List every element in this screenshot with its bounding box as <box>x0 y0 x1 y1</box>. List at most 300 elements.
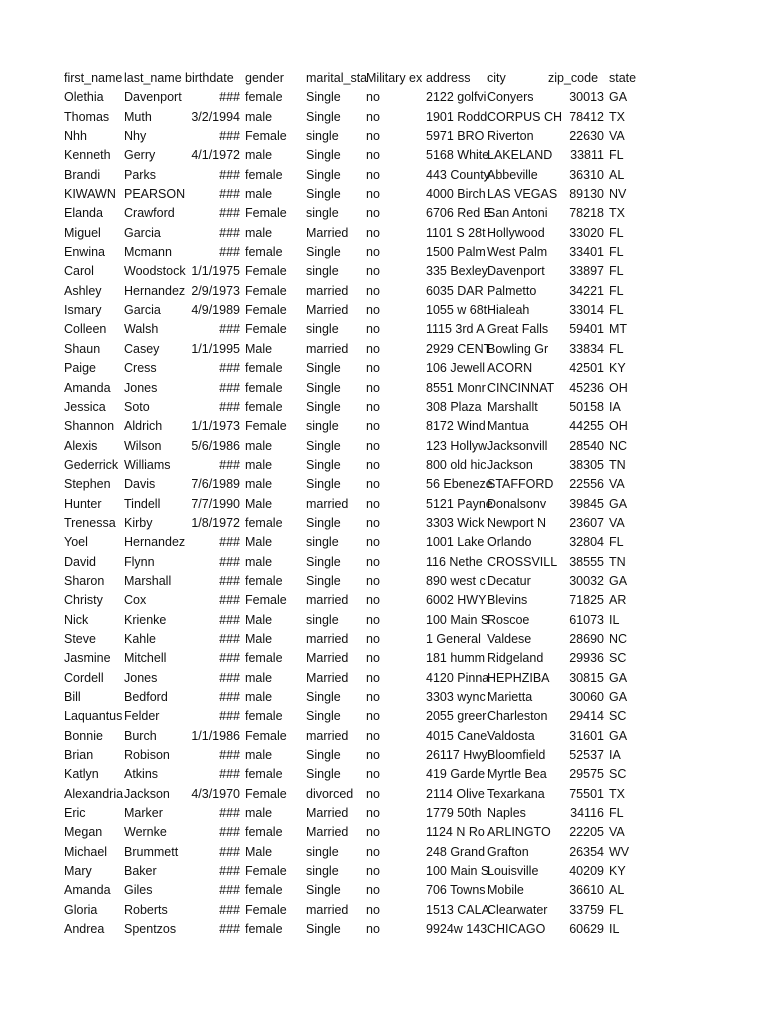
cell-military[interactable]: no <box>366 922 380 937</box>
cell-first-name[interactable]: Enwina <box>64 245 105 260</box>
cell-zip-code[interactable]: 30815 <box>569 670 604 685</box>
cell-military[interactable]: no <box>366 419 380 434</box>
cell-state[interactable]: FL <box>609 806 624 821</box>
cell-state[interactable]: WV <box>609 844 630 859</box>
cell-marital-status[interactable]: Single <box>306 187 341 202</box>
cell-military[interactable]: no <box>366 303 380 318</box>
cell-state[interactable]: TX <box>609 786 625 801</box>
cell-zip-code[interactable]: 34116 <box>570 806 604 821</box>
cell-gender[interactable]: Female <box>245 303 287 318</box>
cell-gender[interactable]: female <box>245 515 283 530</box>
cell-marital-status[interactable]: Married <box>306 825 349 840</box>
cell-first-name[interactable]: Thomas <box>64 109 110 124</box>
cell-gender[interactable]: Male <box>245 496 273 511</box>
cell-gender[interactable]: Female <box>245 129 287 144</box>
cell-zip-code[interactable]: 28690 <box>569 631 604 646</box>
cell-gender[interactable]: female <box>245 167 283 182</box>
cell-first-name[interactable]: Amanda <box>64 883 111 898</box>
cell-marital-status[interactable]: single <box>306 419 339 434</box>
cell-state[interactable]: IA <box>609 748 621 763</box>
header-birthdate[interactable]: birthdate <box>185 71 234 85</box>
cell-zip-code[interactable]: 38305 <box>569 457 604 472</box>
cell-city[interactable]: Great Falls <box>487 322 549 337</box>
cell-birthdate[interactable]: ### <box>219 767 240 782</box>
cell-gender[interactable]: male <box>245 148 273 163</box>
cell-birthdate[interactable]: ### <box>219 651 240 666</box>
cell-city[interactable]: CORPUS CH <box>487 109 563 124</box>
cell-city[interactable]: Riverton <box>487 129 534 144</box>
cell-city[interactable]: LAKELAND <box>487 148 553 163</box>
cell-marital-status[interactable]: Single <box>306 767 341 782</box>
cell-gender[interactable]: female <box>245 361 283 376</box>
cell-gender[interactable]: Male <box>245 535 273 550</box>
cell-marital-status[interactable]: Single <box>306 109 341 124</box>
cell-gender[interactable]: Male <box>245 612 273 627</box>
cell-military[interactable]: no <box>366 883 380 898</box>
cell-address[interactable]: 4000 Birch <box>426 187 486 202</box>
cell-city[interactable]: Davenport <box>487 264 545 279</box>
cell-state[interactable]: OH <box>609 419 628 434</box>
cell-birthdate[interactable]: ### <box>219 399 240 414</box>
cell-zip-code[interactable]: 29936 <box>569 651 604 666</box>
cell-military[interactable]: no <box>366 206 380 221</box>
cell-last-name[interactable]: Wernke <box>124 825 167 840</box>
cell-address[interactable]: 1001 Lake <box>426 535 485 550</box>
cell-military[interactable]: no <box>366 670 380 685</box>
cell-address[interactable]: 181 humm <box>426 651 486 666</box>
cell-last-name[interactable]: Crawford <box>124 206 175 221</box>
cell-gender[interactable]: female <box>245 709 283 724</box>
cell-address[interactable]: 100 Main S <box>426 864 490 879</box>
cell-birthdate[interactable]: ### <box>219 902 240 917</box>
cell-birthdate[interactable]: ### <box>219 535 240 550</box>
cell-gender[interactable]: Female <box>245 264 287 279</box>
cell-birthdate[interactable]: 4/1/1972 <box>191 148 240 163</box>
cell-city[interactable]: Valdese <box>487 631 532 646</box>
cell-address[interactable]: 8551 Monr <box>426 380 486 395</box>
cell-last-name[interactable]: Burch <box>124 728 157 743</box>
cell-zip-code[interactable]: 32804 <box>569 535 604 550</box>
cell-marital-status[interactable]: Married <box>306 225 349 240</box>
cell-first-name[interactable]: Shannon <box>64 419 115 434</box>
cell-military[interactable]: no <box>366 148 380 163</box>
cell-marital-status[interactable]: married <box>306 631 349 646</box>
cell-city[interactable]: Clearwater <box>487 902 548 917</box>
cell-military[interactable]: no <box>366 187 380 202</box>
cell-military[interactable]: no <box>366 129 380 144</box>
cell-city[interactable]: CROSSVILL <box>487 554 558 569</box>
cell-birthdate[interactable]: 4/3/1970 <box>191 786 240 801</box>
cell-gender[interactable]: Female <box>245 206 287 221</box>
cell-first-name[interactable]: Steve <box>64 631 96 646</box>
cell-gender[interactable]: Male <box>245 631 273 646</box>
header-marital-status[interactable]: marital_sta <box>306 71 368 85</box>
cell-birthdate[interactable]: ### <box>219 322 240 337</box>
cell-address[interactable]: 308 Plaza <box>426 399 482 414</box>
cell-first-name[interactable]: Alexandria <box>64 786 124 801</box>
cell-last-name[interactable]: Davis <box>124 477 156 492</box>
cell-zip-code[interactable]: 33811 <box>570 148 604 163</box>
cell-last-name[interactable]: Baker <box>124 864 157 879</box>
cell-city[interactable]: Newport N <box>487 515 547 530</box>
cell-military[interactable]: no <box>366 786 380 801</box>
cell-marital-status[interactable]: Single <box>306 477 341 492</box>
cell-gender[interactable]: Female <box>245 864 287 879</box>
cell-state[interactable]: GA <box>609 496 628 511</box>
cell-marital-status[interactable]: single <box>306 612 339 627</box>
cell-city[interactable]: Conyers <box>487 90 534 105</box>
cell-birthdate[interactable]: ### <box>219 631 240 646</box>
cell-marital-status[interactable]: divorced <box>306 786 354 801</box>
cell-last-name[interactable]: Wilson <box>124 438 162 453</box>
cell-gender[interactable]: Female <box>245 902 287 917</box>
cell-city[interactable]: Donalsonv <box>487 496 547 511</box>
cell-zip-code[interactable]: 33020 <box>569 225 604 240</box>
cell-birthdate[interactable]: ### <box>219 380 240 395</box>
cell-first-name[interactable]: Laquantus <box>64 709 123 724</box>
cell-birthdate[interactable]: ### <box>219 90 240 105</box>
cell-gender[interactable]: Female <box>245 283 287 298</box>
cell-last-name[interactable]: Jones <box>124 380 158 395</box>
cell-last-name[interactable]: Muth <box>124 109 152 124</box>
cell-city[interactable]: Texarkana <box>487 786 545 801</box>
cell-city[interactable]: Ridgeland <box>487 651 544 666</box>
cell-gender[interactable]: female <box>245 380 283 395</box>
cell-address[interactable]: 4120 Pinna <box>426 670 490 685</box>
cell-first-name[interactable]: David <box>64 554 96 569</box>
cell-first-name[interactable]: Gloria <box>64 902 98 917</box>
cell-last-name[interactable]: Marshall <box>124 573 172 588</box>
cell-zip-code[interactable]: 33897 <box>569 264 604 279</box>
cell-marital-status[interactable]: single <box>306 264 339 279</box>
cell-last-name[interactable]: Robison <box>124 748 170 763</box>
cell-marital-status[interactable]: Married <box>306 806 349 821</box>
cell-first-name[interactable]: Shaun <box>64 341 101 356</box>
cell-zip-code[interactable]: 30032 <box>569 573 604 588</box>
cell-gender[interactable]: female <box>245 573 283 588</box>
cell-marital-status[interactable]: married <box>306 341 349 356</box>
cell-zip-code[interactable]: 22205 <box>569 825 604 840</box>
cell-birthdate[interactable]: ### <box>219 573 240 588</box>
cell-last-name[interactable]: Felder <box>124 709 160 724</box>
cell-zip-code[interactable]: 60629 <box>569 922 604 937</box>
cell-military[interactable]: no <box>366 515 380 530</box>
cell-zip-code[interactable]: 30013 <box>569 90 604 105</box>
cell-marital-status[interactable]: single <box>306 864 339 879</box>
cell-gender[interactable]: Female <box>245 728 287 743</box>
cell-first-name[interactable]: Nhh <box>64 129 87 144</box>
cell-gender[interactable]: Female <box>245 786 287 801</box>
cell-zip-code[interactable]: 42501 <box>569 361 604 376</box>
cell-last-name[interactable]: Kirby <box>124 515 153 530</box>
cell-birthdate[interactable]: 3/2/1994 <box>191 109 240 124</box>
cell-address[interactable]: 26117 Hwy <box>426 748 488 763</box>
cell-first-name[interactable]: Brian <box>64 748 94 763</box>
cell-state[interactable]: GA <box>609 690 628 704</box>
cell-first-name[interactable]: Eric <box>64 806 86 821</box>
cell-state[interactable]: TN <box>609 554 626 569</box>
cell-state[interactable]: FL <box>609 245 624 260</box>
cell-birthdate[interactable]: ### <box>219 748 240 763</box>
cell-birthdate[interactable]: 5/6/1986 <box>191 438 240 453</box>
cell-first-name[interactable]: Hunter <box>64 496 102 511</box>
cell-marital-status[interactable]: married <box>306 496 349 511</box>
cell-marital-status[interactable]: Single <box>306 457 341 472</box>
cell-state[interactable]: MT <box>609 322 628 337</box>
cell-state[interactable]: VA <box>609 129 625 144</box>
cell-state[interactable]: IL <box>609 922 620 937</box>
cell-city[interactable]: Jacksonvill <box>487 438 548 453</box>
cell-birthdate[interactable]: ### <box>219 612 240 627</box>
cell-city[interactable]: Myrtle Bea <box>487 767 547 782</box>
cell-zip-code[interactable]: 31601 <box>569 728 604 743</box>
cell-military[interactable]: no <box>366 361 380 376</box>
cell-gender[interactable]: male <box>245 438 273 453</box>
cell-birthdate[interactable]: 1/1/1973 <box>191 419 240 434</box>
cell-zip-code[interactable]: 50158 <box>569 399 604 414</box>
cell-gender[interactable]: female <box>245 825 283 840</box>
cell-last-name[interactable]: Jones <box>124 670 158 685</box>
cell-last-name[interactable]: Bedford <box>124 690 168 704</box>
cell-birthdate[interactable]: ### <box>219 709 240 724</box>
cell-military[interactable]: no <box>366 90 380 105</box>
cell-first-name[interactable]: Katlyn <box>64 767 99 782</box>
cell-zip-code[interactable]: 29414 <box>569 709 604 724</box>
cell-marital-status[interactable]: Single <box>306 245 341 260</box>
cell-address[interactable]: 106 Jewell <box>426 361 486 376</box>
cell-military[interactable]: no <box>366 535 380 550</box>
cell-last-name[interactable]: Spentzos <box>124 922 177 937</box>
cell-marital-status[interactable]: Single <box>306 148 341 163</box>
cell-marital-status[interactable]: single <box>306 129 339 144</box>
cell-address[interactable]: 6706 Red E <box>426 206 493 221</box>
cell-marital-status[interactable]: Single <box>306 554 341 569</box>
cell-zip-code[interactable]: 75501 <box>569 786 604 801</box>
cell-first-name[interactable]: Jessica <box>64 399 106 414</box>
cell-military[interactable]: no <box>366 825 380 840</box>
cell-city[interactable]: Bowling Gr <box>487 341 549 356</box>
cell-city[interactable]: Orlando <box>487 535 532 550</box>
cell-birthdate[interactable]: ### <box>219 806 240 821</box>
cell-first-name[interactable]: Paige <box>64 361 96 376</box>
cell-address[interactable]: 5971 BRO <box>426 129 485 144</box>
cell-gender[interactable]: male <box>245 748 273 763</box>
cell-last-name[interactable]: Cox <box>124 593 147 608</box>
cell-birthdate[interactable]: ### <box>219 361 240 376</box>
cell-zip-code[interactable]: 30060 <box>569 690 604 704</box>
cell-gender[interactable]: female <box>245 90 283 105</box>
cell-state[interactable]: FL <box>609 264 624 279</box>
header-address[interactable]: address <box>426 71 471 85</box>
cell-birthdate[interactable]: ### <box>219 593 240 608</box>
cell-address[interactable]: 335 Bexley <box>426 264 488 279</box>
cell-birthdate[interactable]: ### <box>219 129 240 144</box>
cell-last-name[interactable]: Casey <box>124 341 160 356</box>
cell-city[interactable]: Naples <box>487 806 526 821</box>
cell-city[interactable]: Mantua <box>487 419 529 434</box>
cell-last-name[interactable]: Woodstock <box>124 264 186 279</box>
cell-zip-code[interactable]: 33759 <box>569 902 604 917</box>
cell-military[interactable]: no <box>366 593 380 608</box>
cell-gender[interactable]: Female <box>245 419 287 434</box>
cell-zip-code[interactable]: 34221 <box>569 283 604 298</box>
cell-address[interactable]: 3303 Wick <box>426 515 485 530</box>
cell-state[interactable]: VA <box>609 515 625 530</box>
cell-birthdate[interactable]: ### <box>219 245 240 260</box>
cell-zip-code[interactable]: 40209 <box>569 864 604 879</box>
cell-last-name[interactable]: Atkins <box>124 767 159 782</box>
cell-gender[interactable]: male <box>245 806 273 821</box>
cell-address[interactable]: 116 Nethe <box>426 554 483 569</box>
cell-gender[interactable]: female <box>245 883 283 898</box>
cell-military[interactable]: no <box>366 709 380 724</box>
cell-state[interactable]: TX <box>609 109 625 124</box>
cell-marital-status[interactable]: Single <box>306 690 341 704</box>
cell-state[interactable]: KY <box>609 361 626 376</box>
cell-military[interactable]: no <box>366 728 380 743</box>
cell-city[interactable]: CINCINNAT <box>487 380 555 395</box>
cell-city[interactable]: Marshallt <box>487 399 538 414</box>
cell-city[interactable]: LAS VEGAS <box>487 187 558 202</box>
cell-zip-code[interactable]: 39845 <box>569 496 604 511</box>
cell-last-name[interactable]: Jackson <box>124 786 170 801</box>
cell-state[interactable]: VA <box>609 825 625 840</box>
cell-first-name[interactable]: Carol <box>64 264 94 279</box>
cell-first-name[interactable]: Michael <box>64 844 108 859</box>
cell-birthdate[interactable]: 7/7/1990 <box>191 496 240 511</box>
cell-military[interactable]: no <box>366 690 380 704</box>
cell-marital-status[interactable]: Single <box>306 380 341 395</box>
cell-last-name[interactable]: Davenport <box>124 90 182 105</box>
cell-last-name[interactable]: Flynn <box>124 554 155 569</box>
cell-state[interactable]: KY <box>609 864 626 879</box>
cell-last-name[interactable]: Williams <box>124 457 171 472</box>
cell-first-name[interactable]: Elanda <box>64 206 103 221</box>
cell-city[interactable]: Mobile <box>487 883 524 898</box>
cell-marital-status[interactable]: married <box>306 283 349 298</box>
cell-city[interactable]: Hialeah <box>487 303 530 318</box>
cell-state[interactable]: NC <box>609 631 628 646</box>
cell-state[interactable]: VA <box>609 477 625 492</box>
cell-birthdate[interactable]: ### <box>219 825 240 840</box>
cell-address[interactable]: 56 Ebeneze <box>426 477 493 492</box>
cell-address[interactable]: 1901 Rodd <box>426 109 488 124</box>
cell-address[interactable]: 2929 CENT <box>426 341 492 356</box>
cell-military[interactable]: no <box>366 380 380 395</box>
cell-first-name[interactable]: Sharon <box>64 573 105 588</box>
cell-zip-code[interactable]: 61073 <box>569 612 604 627</box>
cell-gender[interactable]: male <box>245 109 273 124</box>
cell-state[interactable]: FL <box>609 303 624 318</box>
cell-military[interactable]: no <box>366 864 380 879</box>
cell-address[interactable]: 248 Grand <box>426 844 486 859</box>
cell-city[interactable]: Jackson <box>487 457 533 472</box>
cell-first-name[interactable]: Colleen <box>64 322 107 337</box>
cell-zip-code[interactable]: 78218 <box>569 206 604 221</box>
cell-first-name[interactable]: Bonnie <box>64 728 103 743</box>
cell-gender[interactable]: female <box>245 922 283 937</box>
cell-address[interactable]: 1500 Palm <box>426 245 486 260</box>
cell-birthdate[interactable]: ### <box>219 457 240 472</box>
cell-last-name[interactable]: Krienke <box>124 612 167 627</box>
cell-military[interactable]: no <box>366 438 380 453</box>
cell-last-name[interactable]: Hernandez <box>124 283 186 298</box>
cell-first-name[interactable]: Trenessa <box>64 515 116 530</box>
cell-birthdate[interactable]: 4/9/1989 <box>191 303 240 318</box>
cell-marital-status[interactable]: Single <box>306 709 341 724</box>
cell-address[interactable]: 1055 w 68t <box>426 303 488 318</box>
cell-address[interactable]: 2122 golfvi <box>426 90 487 105</box>
cell-birthdate[interactable]: ### <box>219 225 240 240</box>
cell-last-name[interactable]: PEARSON <box>124 187 186 202</box>
cell-address[interactable]: 890 west c <box>426 573 486 588</box>
cell-military[interactable]: no <box>366 322 380 337</box>
cell-marital-status[interactable]: Married <box>306 670 349 685</box>
cell-first-name[interactable]: Amanda <box>64 380 111 395</box>
cell-zip-code[interactable]: 22630 <box>569 129 604 144</box>
cell-state[interactable]: GA <box>609 728 628 743</box>
cell-state[interactable]: FL <box>609 283 624 298</box>
cell-address[interactable]: 100 Main S <box>426 612 490 627</box>
cell-birthdate[interactable]: ### <box>219 670 240 685</box>
cell-state[interactable]: GA <box>609 670 628 685</box>
cell-military[interactable]: no <box>366 225 380 240</box>
cell-marital-status[interactable]: single <box>306 322 339 337</box>
cell-birthdate[interactable]: ### <box>219 690 240 704</box>
cell-marital-status[interactable]: single <box>306 535 339 550</box>
cell-marital-status[interactable]: Single <box>306 883 341 898</box>
cell-zip-code[interactable]: 36310 <box>569 167 604 182</box>
cell-birthdate[interactable]: ### <box>219 922 240 937</box>
cell-marital-status[interactable]: Single <box>306 922 341 937</box>
cell-last-name[interactable]: Gerry <box>124 148 156 163</box>
cell-zip-code[interactable]: 28540 <box>569 438 604 453</box>
cell-marital-status[interactable]: Single <box>306 361 341 376</box>
cell-military[interactable]: no <box>366 902 380 917</box>
cell-last-name[interactable]: Soto <box>124 399 150 414</box>
header-military[interactable]: Military ex <box>366 71 423 85</box>
cell-military[interactable]: no <box>366 457 380 472</box>
cell-state[interactable]: AL <box>609 883 625 898</box>
cell-gender[interactable]: Female <box>245 593 287 608</box>
cell-state[interactable]: FL <box>609 341 624 356</box>
cell-last-name[interactable]: Mcmann <box>124 245 172 260</box>
cell-first-name[interactable]: Olethia <box>64 90 104 105</box>
cell-address[interactable]: 6035 DAR <box>426 283 484 298</box>
cell-state[interactable]: SC <box>609 767 627 782</box>
cell-military[interactable]: no <box>366 612 380 627</box>
cell-birthdate[interactable]: ### <box>219 187 240 202</box>
cell-first-name[interactable]: Jasmine <box>64 651 111 666</box>
cell-zip-code[interactable]: 33014 <box>569 303 604 318</box>
cell-marital-status[interactable]: Married <box>306 303 349 318</box>
cell-city[interactable]: Abbeville <box>487 167 538 182</box>
cell-gender[interactable]: female <box>245 245 283 260</box>
cell-state[interactable]: OH <box>609 380 628 395</box>
cell-birthdate[interactable]: 1/1/1975 <box>191 264 240 279</box>
cell-military[interactable]: no <box>366 844 380 859</box>
cell-last-name[interactable]: Aldrich <box>124 419 163 434</box>
cell-address[interactable]: 1115 3rd A <box>426 322 485 337</box>
cell-marital-status[interactable]: Single <box>306 438 341 453</box>
cell-zip-code[interactable]: 23607 <box>569 515 604 530</box>
cell-state[interactable]: FL <box>609 225 624 240</box>
cell-city[interactable]: Louisville <box>487 864 539 879</box>
cell-first-name[interactable]: Stephen <box>64 477 111 492</box>
cell-address[interactable]: 3303 wync <box>426 690 486 704</box>
cell-military[interactable]: no <box>366 283 380 298</box>
cell-military[interactable]: no <box>366 573 380 588</box>
